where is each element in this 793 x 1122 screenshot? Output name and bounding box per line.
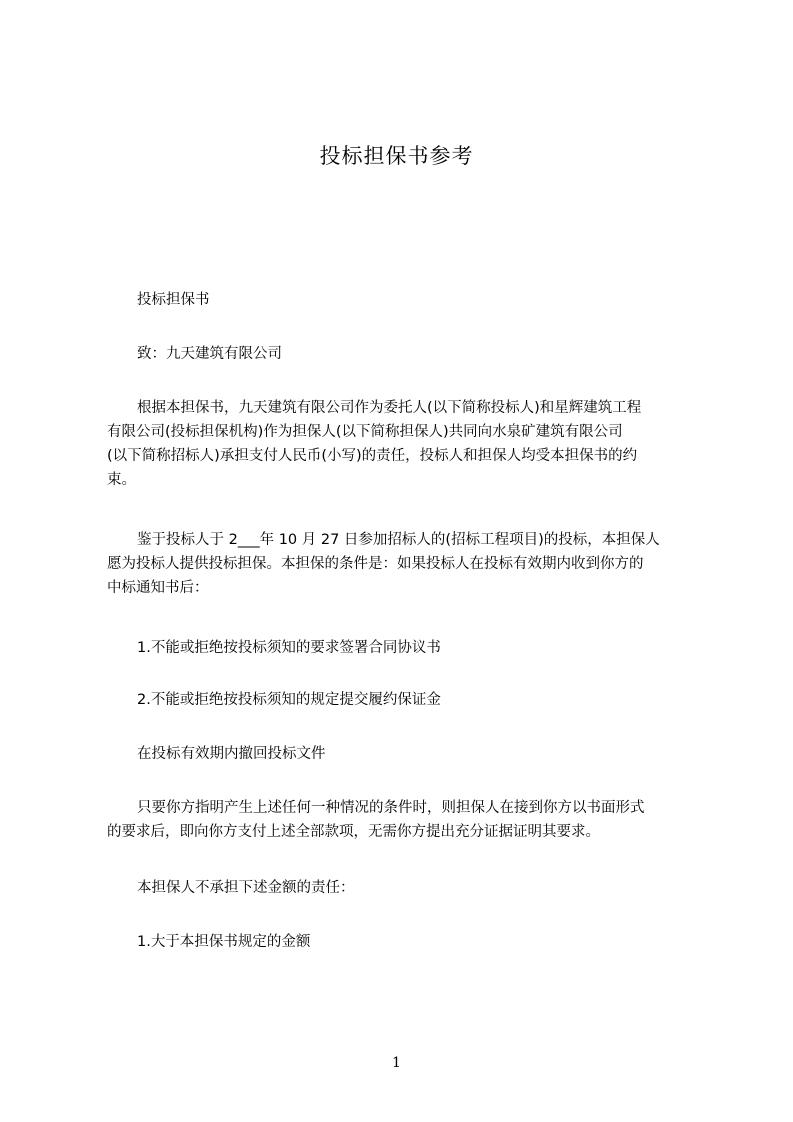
paragraph-line: 根据本担保书，九天建筑有限公司作为委托人(以下简称投标人)和星辉建筑工程 — [137, 400, 642, 416]
paragraph-bid-conditions — [107, 528, 700, 600]
paragraph-line: 中标通知书后： — [107, 580, 209, 596]
liability-heading: 本担保人不承担下述金额的责任： — [137, 880, 355, 896]
condition-item-1: 1.不能或拒绝按投标须知的要求签署合同协议书 — [137, 640, 441, 656]
document-title: 投标担保书参考 — [319, 144, 474, 168]
paragraph-line: (以下简称招标人)承担支付人民币(小写)的责任，投标人和担保人均受本担保书的约 — [107, 448, 638, 464]
addressee-line: 致：九天建筑有限公司 — [137, 346, 282, 362]
paragraph-line: 束。 — [107, 472, 136, 488]
page-number: 1 — [392, 1055, 401, 1071]
condition-item-3: 在投标有效期内撤回投标文件 — [137, 746, 326, 762]
paragraph-line: 鉴于投标人于 2___年 10 月 27 日参加招标人的(招标工程项目)的投标，本担保人 — [137, 532, 660, 548]
liability-item-1: 1.大于本担保书规定的金额 — [137, 934, 311, 950]
guarantee-heading: 投标担保书 — [137, 292, 210, 308]
paragraph-guarantee-terms — [107, 396, 700, 492]
condition-item-2: 2.不能或拒绝按投标须知的规定提交履约保证金 — [137, 692, 441, 708]
paragraph-payment-terms — [107, 796, 700, 844]
paragraph-line: 的要求后，即向你方支付上述全部款项，无需你方提出充分证据证明其要求。 — [107, 824, 600, 840]
paragraph-line: 愿为投标人提供投标担保。本担保的条件是：如果投标人在投标有效期内收到你方的 — [107, 556, 644, 572]
paragraph-line: 有限公司(投标担保机构)作为担保人(以下简称担保人)共同向水泉矿建筑有限公司 — [107, 424, 623, 440]
paragraph-line: 只要你方指明产生上述任何一种情况的条件时，则担保人在接到你方以书面形式 — [137, 800, 645, 816]
